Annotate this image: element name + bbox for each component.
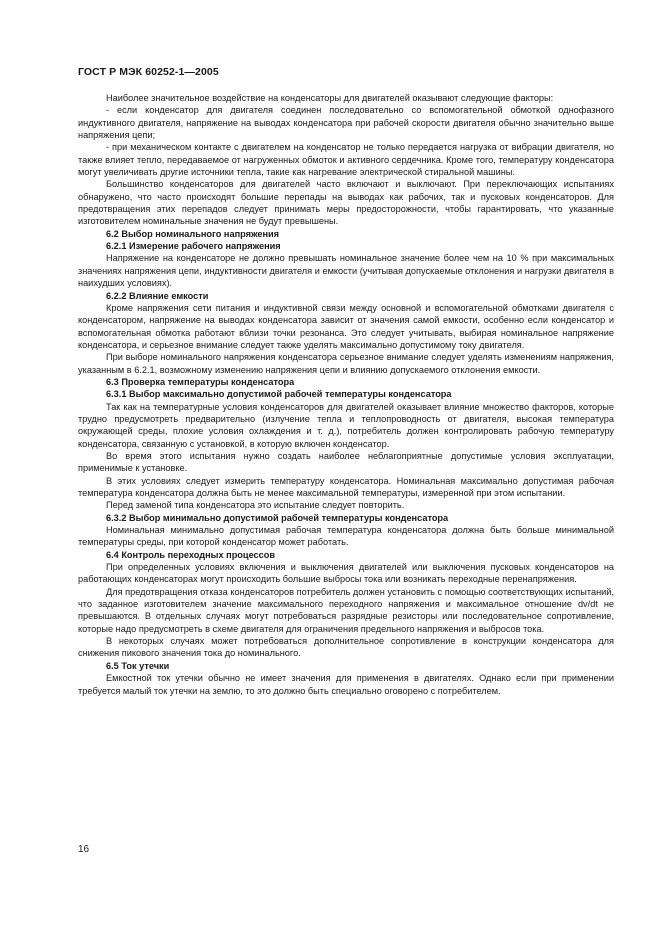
document-body xyxy=(78,92,614,697)
page-number: 16 xyxy=(78,844,90,855)
paragraph: Большинство конденсаторов для двигателей часто включают и выключают. При переключающих испытаниях обнаружено, что часто происходят большие перепады на выводах как рабочих, так и пусковых конденсаторов. Для предотвращения этих перепадов следует принимать меры предосторожности, чтобы гарантировать, что указанные изготовителем номинальные значения не будут превышены. xyxy=(78,179,614,227)
paragraph: Кроме напряжения сети питания и индуктивной связи между основной и вспомогательной обмотками двигателя с конденсатором, напряжение на выводах конденсатора зависит от значения самой емкости, особенно если конденсатор и вспомогательная обмотка работают вблизи точки резонанса. Это следует учитывать, выбирая номинальное напряжение конденсатора, и серьезное внимание следует также уделять максимально допустимому току двигателя. xyxy=(78,302,614,350)
subsection-heading: 6.2.1 Измерение рабочего напряжения xyxy=(106,241,281,252)
paragraph: Напряжение на конденсаторе не должно превышать номинальное значение более чем на 10 % при максимальных значениях напряжения цепи, индуктивности двигателя и емкости (учитывая допускаемые отклонения и нагрузки двигателя в наихудших условиях). xyxy=(78,253,614,289)
paragraph: При определенных условиях включения и выключения двигателей или выключения пусковых конденсаторов на работающих конденсаторах могут происходить большие выбросы тока или возникать переходные перенапряжения. xyxy=(78,562,614,585)
paragraph: В некоторых случаях может потребоваться дополнительное сопротивление в конструкции конденсатора для снижения пикового значения тока до номинального. xyxy=(78,636,614,659)
paragraph: При выборе номинального напряжения конденсатора серьезное внимание следует уделять изменениям напряжения, указанным в 6.2.1, возможному изменению напряжения цепи и влиянию допускаемого отклонения емкости. xyxy=(78,352,614,375)
section-heading: 6.4 Контроль переходных процессов xyxy=(106,549,276,560)
paragraph: Так как на температурные условия конденсаторов для двигателей оказывает влияние множество факторов, которые трудно предусмотреть предварительно (излучение тепла и теплопроводность от двигателя, высокая температура окружающей среды, плохие условия охлаждения и т. д.), потребитель должен контролировать рабочую температуру конденсатора, связанную с установкой, в которую включен конденсатор. xyxy=(78,401,614,449)
paragraph: Номинальная минимально допустимая рабочая температура конденсатора должна быть больше минимальной температуры среды, при которой конденсатор может работать. xyxy=(78,525,614,548)
paragraph: Наиболее значительное воздействие на конденсаторы для двигателей оказывают следующие факторы: xyxy=(106,93,554,103)
subsection-heading: 6.2.2 Влияние емкости xyxy=(106,290,209,301)
paragraph: В этих условиях следует измерить температуру конденсатора. Номинальная максимально допустимая рабочая температура конденсатора должна быть не менее максимальной температуры, измеренной при этом испытании. xyxy=(78,475,614,498)
paragraph: Емкостной ток утечки обычно не имеет значения для применения в двигателях. Однако если при применении требуется малый ток утечки на землю, то это должно быть специально оговорено с потребителем. xyxy=(78,673,614,696)
section-heading: 6.5 Ток утечки xyxy=(106,660,170,671)
document-header: ГОСТ Р МЭК 60252-1—2005 xyxy=(78,66,219,78)
paragraph: Для предотвращения отказа конденсаторов потребитель должен установить с помощью соответствующих испытаний, что заданное изготовителем значение максимального переходного напряжения и максимальное отношение dv/dt не превышаются. В отдельных случаях могут потребоваться разрядные резисторы или последовательное сопротивление, которые надо предусмотреть в схеме двигателя для ограничения предельного напряжения и выбросов тока. xyxy=(78,586,614,634)
section-heading: 6.2 Выбор номинального напряжения xyxy=(106,228,280,239)
subsection-heading: 6.3.1 Выбор максимально допустимой рабочей температуры конденсатора xyxy=(106,389,452,400)
list-item-paragraph: - если конденсатор для двигателя соединен последовательно со вспомогательной обмоткой однофазного индуктивного двигателя, напряжение на выводах конденсатора при рабочей скорости двигателя обычно значительно выше напряжения цепи; xyxy=(78,105,614,141)
section-heading: 6.3 Проверка температуры конденсатора xyxy=(106,376,295,387)
paragraph: Во время этого испытания нужно создать наиболее неблагоприятные допустимые условия эксплуатации, применимые к установке. xyxy=(78,450,614,474)
subsection-heading: 6.3.2 Выбор минимально допустимой рабочей температуры конденсатора xyxy=(106,512,449,523)
paragraph: Перед заменой типа конденсатора это испытание следует повторить. xyxy=(106,500,405,511)
list-item-paragraph: - при механическом контакте с двигателем на конденсатор не только передается нагрузка от вибрации двигателя, но также влияет тепло, передаваемое от нагруженных обмоток и активного сердечника. Кроме того, температуру конденсатора могут увеличивать другие источники тепла, такие как нагревание электрической стиральной машины. xyxy=(78,142,614,178)
